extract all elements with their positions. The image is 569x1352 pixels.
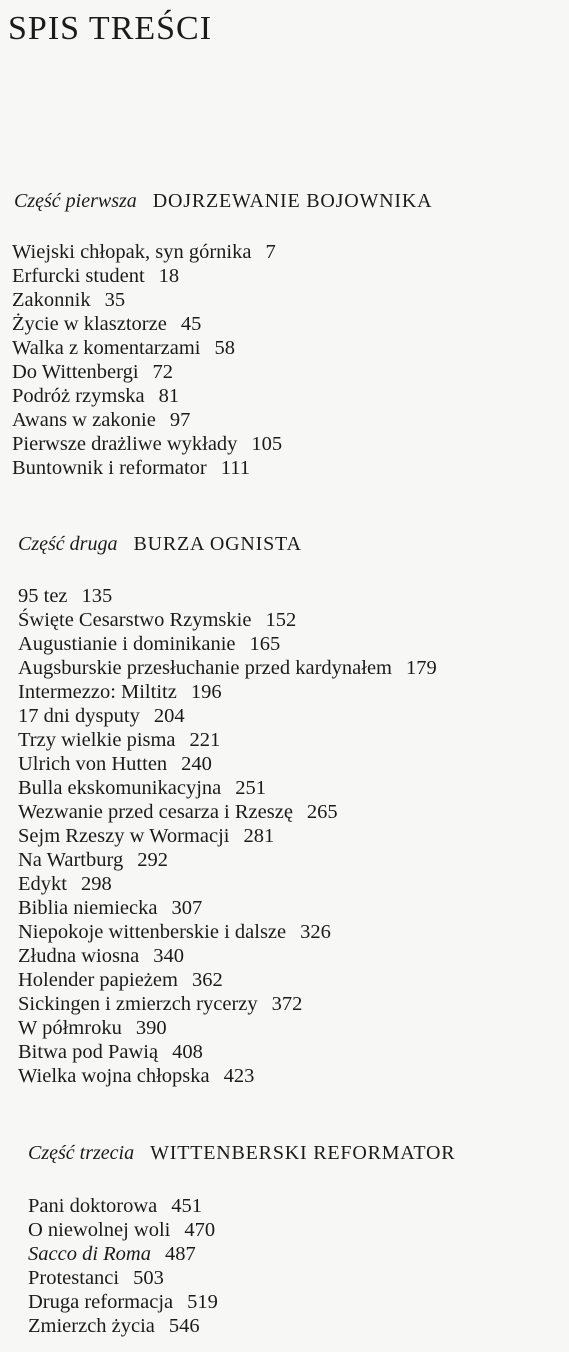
toc-entry-title: Erfurcki student: [12, 265, 145, 287]
toc-entry-page: 470: [184, 1219, 216, 1241]
toc-entry-title: W półmroku: [18, 1017, 122, 1039]
toc-entry: [12, 288, 282, 312]
toc-entry-page: 372: [271, 993, 303, 1015]
toc-entry-title: Ulrich von Hutten: [18, 753, 168, 775]
toc-entry-page: 408: [172, 1041, 203, 1063]
toc-entry-title: Trzy wielkie pisma: [18, 729, 176, 751]
toc-entry-page: 35: [104, 289, 126, 311]
toc-entry: [18, 800, 437, 824]
toc-entry-title: 17 dni dysputy: [18, 705, 140, 727]
toc-entry: [18, 584, 437, 608]
toc-entry-title: Święte Cesarstwo Rzymskie: [18, 609, 252, 631]
toc-entry: [12, 312, 282, 336]
toc-entry-title: Wezwanie przed cesarza i Rzeszę: [18, 801, 293, 823]
part-heading-1: [14, 190, 432, 213]
toc-entry-page: 390: [135, 1017, 167, 1039]
toc-entry-title: Złudna wiosna: [18, 945, 140, 967]
toc-entry-title: Bulla ekskomunikacyjna: [18, 777, 222, 799]
toc-entry-title: Sacco di Roma: [28, 1243, 151, 1265]
part-name: WITTENBERSKI REFORMATOR: [150, 1142, 456, 1164]
toc-entry-page: 135: [81, 585, 113, 607]
toc-entry-title: O niewolnej woli: [28, 1219, 171, 1241]
toc-entry-page: 18: [158, 265, 180, 287]
part-label: Część druga: [18, 533, 118, 555]
part-name: DOJRZEWANIE BOJOWNIKA: [152, 190, 433, 212]
toc-entry-page: 204: [153, 705, 185, 727]
toc-entry-page: 307: [171, 897, 203, 919]
toc-entry: [28, 1194, 218, 1218]
toc-entry-title: Augustianie i dominikanie: [18, 633, 236, 655]
toc-entry: [18, 1040, 437, 1064]
toc-section-2: [18, 584, 437, 1088]
toc-entry-title: Sickingen i zmierzch rycerzy: [18, 993, 258, 1015]
toc-entry-title: Sejm Rzeszy w Wormacji: [18, 825, 230, 847]
toc-section-3: [28, 1194, 218, 1338]
toc-entry-page: 519: [187, 1291, 218, 1313]
toc-entry: [18, 968, 437, 992]
toc-entry: [18, 992, 437, 1016]
toc-entry-page: 292: [137, 849, 168, 871]
toc-entry-page: 281: [243, 825, 275, 847]
toc-entry: [18, 944, 437, 968]
toc-entry-page: 326: [300, 921, 331, 943]
toc-entry: [18, 896, 437, 920]
part-name: BURZA OGNISTA: [133, 533, 302, 555]
toc-entry: [18, 872, 437, 896]
toc-entry-page: 423: [223, 1065, 255, 1087]
toc-entry-page: 546: [168, 1315, 200, 1337]
page-title: SPIS TREŚCI: [8, 10, 213, 47]
toc-entry: [18, 1064, 437, 1088]
toc-entry-title: Wielka wojna chłopska: [18, 1065, 210, 1087]
toc-entry: [18, 848, 437, 872]
toc-entry-title: Augsburskie przesłuchanie przed kardynałem: [18, 657, 392, 679]
toc-entry-page: 7: [265, 241, 276, 263]
toc-entry-page: 298: [80, 873, 112, 895]
toc-entry-page: 340: [153, 945, 185, 967]
toc-entry: [18, 1016, 437, 1040]
toc-entry-title: Awans w zakonie: [12, 409, 156, 431]
toc-entry-title: Zakonnik: [12, 289, 91, 311]
toc-entry: [28, 1242, 218, 1266]
toc-entry-page: 251: [235, 777, 266, 799]
toc-entry: [18, 632, 437, 656]
toc-entry-title: Na Wartburg: [18, 849, 124, 871]
toc-entry: [18, 680, 437, 704]
toc-entry: [18, 728, 437, 752]
toc-entry: [18, 920, 437, 944]
toc-entry-title: Druga reformacja: [28, 1291, 174, 1313]
toc-entry-title: Edykt: [18, 873, 67, 895]
toc-entry-page: 503: [133, 1267, 164, 1289]
toc-entry-page: 165: [249, 633, 281, 655]
toc-entry-page: 152: [265, 609, 297, 631]
toc-entry: [12, 384, 282, 408]
toc-entry: [28, 1266, 218, 1290]
toc-entry: [12, 336, 282, 360]
toc-entry-title: Holender papieżem: [18, 969, 178, 991]
toc-entry-title: Intermezzo: Miltitz: [18, 681, 177, 703]
part-label: Część pierwsza: [14, 190, 137, 212]
part-label: Część trzecia: [28, 1142, 135, 1164]
toc-entry-title: Buntownik i reformator: [12, 457, 207, 479]
toc-entry-page: 179: [406, 657, 437, 679]
toc-entry-page: 105: [251, 433, 283, 455]
toc-entry-title: Zmierzch życia: [28, 1315, 155, 1337]
toc-entry-title: Do Wittenbergi: [12, 361, 139, 383]
toc-entry-title: Pani doktorowa: [28, 1195, 158, 1217]
toc-entry-title: Niepokoje wittenberskie i dalsze: [18, 921, 287, 943]
toc-entry: [28, 1314, 218, 1338]
toc-entry-page: 81: [158, 385, 180, 407]
toc-entry: [18, 656, 437, 680]
toc-entry: [12, 432, 282, 456]
toc-entry-page: 45: [180, 313, 202, 335]
part-heading-3: [28, 1142, 455, 1165]
toc-entry: [18, 824, 437, 848]
toc-entry: [18, 776, 437, 800]
toc-section-1: [12, 240, 282, 480]
toc-entry-page: 58: [214, 337, 235, 359]
toc-entry: [28, 1290, 218, 1314]
toc-entry-page: 111: [220, 457, 250, 479]
toc-entry: [12, 360, 282, 384]
toc-entry: [12, 408, 282, 432]
toc-entry: [28, 1218, 218, 1242]
toc-entry-title: Bitwa pod Pawią: [18, 1041, 159, 1063]
part-heading-2: [18, 533, 302, 556]
toc-entry-page: 487: [164, 1243, 196, 1265]
toc-entry-page: 97: [169, 409, 191, 431]
toc-entry-title: Protestanci: [28, 1267, 120, 1289]
toc-entry: [12, 240, 282, 264]
toc-entry: [18, 704, 437, 728]
toc-entry-title: Pierwsze drażliwe wykłady: [12, 433, 238, 455]
toc-entry-title: Wiejski chłopak, syn górnika: [12, 241, 252, 263]
toc-entry: [12, 456, 282, 480]
toc-entry-title: Walka z komentarzami: [12, 337, 201, 359]
toc-entry-page: 451: [171, 1195, 202, 1217]
toc-entry-page: 221: [189, 729, 221, 751]
toc-entry-title: Podróż rzymska: [12, 385, 145, 407]
toc-entry-title: Biblia niemiecka: [18, 897, 158, 919]
toc-entry-page: 362: [191, 969, 223, 991]
toc-entry-page: 240: [181, 753, 212, 775]
toc-entry-title: Życie w klasztorze: [12, 313, 167, 335]
toc-entry: [18, 752, 437, 776]
toc-entry-page: 72: [152, 361, 174, 383]
toc-entry: [12, 264, 282, 288]
toc-entry-page: 265: [306, 801, 338, 823]
toc-entry-page: 196: [190, 681, 222, 703]
toc-entry: [18, 608, 437, 632]
toc-entry-title: 95 tez: [18, 585, 68, 607]
